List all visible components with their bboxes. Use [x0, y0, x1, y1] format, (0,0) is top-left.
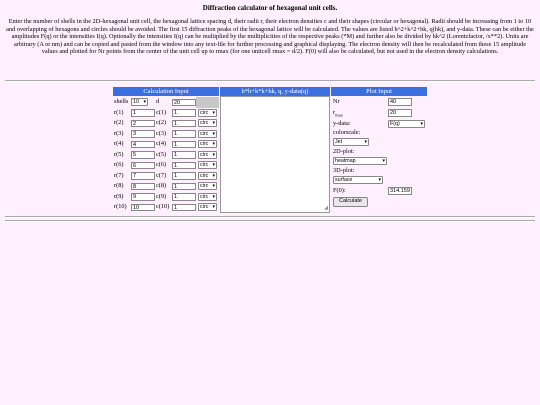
- shape-select[interactable]: [198, 151, 217, 159]
- nr-input[interactable]: 40: [388, 98, 412, 106]
- r-label: r(2): [114, 119, 124, 126]
- shape-value: circ: [200, 204, 209, 210]
- chevron-down-icon: ▾: [382, 158, 385, 164]
- shape-column-header: [196, 97, 219, 108]
- r-label: r(7): [114, 171, 124, 179]
- shape-value: circ: [200, 172, 209, 179]
- r-label: r(9): [114, 192, 124, 200]
- shape-select[interactable]: [198, 193, 217, 201]
- r-label: r(3): [114, 129, 124, 137]
- r-label: r(1): [114, 108, 124, 116]
- chevron-down-icon: ▾: [212, 193, 215, 200]
- c-label: c(7): [156, 171, 167, 179]
- shell-row: [113, 192, 219, 203]
- chevron-down-icon: ▾: [212, 109, 215, 116]
- r-input[interactable]: 8: [131, 183, 155, 191]
- r-label: r(5): [114, 150, 124, 158]
- c-label: c(9): [156, 192, 167, 200]
- chevron-down-icon: ▾: [212, 162, 215, 168]
- c-input[interactable]: 1: [172, 204, 196, 212]
- shape-value: circ: [200, 151, 209, 158]
- shell-row: [113, 150, 219, 161]
- colorscale-label: colorscale:: [333, 129, 361, 136]
- r-input[interactable]: 7: [131, 172, 155, 180]
- shape-select[interactable]: [198, 182, 217, 190]
- shape-select[interactable]: [198, 109, 217, 117]
- c-input[interactable]: 1: [172, 193, 196, 201]
- shape-select[interactable]: [198, 172, 217, 180]
- shell-row: [113, 202, 219, 213]
- plot-input-panel: [331, 96, 427, 213]
- c-input[interactable]: 1: [172, 183, 196, 191]
- shape-value: circ: [200, 183, 209, 189]
- shell-row: [113, 181, 219, 192]
- shape-select[interactable]: [198, 203, 217, 211]
- chevron-down-icon: ▾: [420, 121, 423, 127]
- output-textarea[interactable]: [220, 96, 330, 213]
- shells-value: 10: [133, 99, 139, 105]
- shape-value: circ: [200, 109, 209, 116]
- c-input[interactable]: 1: [172, 172, 196, 180]
- shape-value: circ: [200, 120, 209, 126]
- shell-row: [113, 139, 219, 150]
- shells-row: [113, 97, 219, 108]
- c-input[interactable]: 1: [172, 162, 196, 170]
- output-header: h*h+k*k+hk, q, y-data(q): [220, 87, 330, 96]
- divider-top: [5, 80, 535, 82]
- d-label: d: [156, 98, 160, 105]
- plot-input-header: Plot Input: [331, 87, 427, 96]
- intro-text: Enter the number of shells in the 2D-hexagonal unit cell, the hexagonal lattice spacing d, their radii r, their electron densities c and their shapes (circular or hexagonal). Radii should be increasing from 1 to 10 and overlapping of hexagons and circles should be avoided. The first 15 diffraction peaks of the hexagonal lattice will be calculated. The values are listed h^2+k^2+hk, q(hk), and y-data. These can be either the amplitudes F(q) or the intensities I(q). Optionally the intensities I(q) can be multiplied by the multiplicities of the respective peaks (*M) and further also be divided by hk^2 (Lorentzfactor, /x**2). Units are arbitrary (A or nm) and can be copied and pasted from the window into any text-file for further processing and graphical displaying. The electron density will then be recalculated from these 15 amplitude values and plotted for Nr points from the center of the unit cell up to rmax (for one unitcell rmax = d/2). F(0) will also be calculated, but not used in the electron density calculations.: [6, 18, 534, 56]
- ydata-label: y-data:: [333, 120, 351, 127]
- page-title: Diffraction calculator of hexagonal unit cells.: [202, 4, 338, 12]
- f0-output: 314.159: [388, 187, 412, 195]
- colorscale-select[interactable]: [333, 138, 369, 146]
- chevron-down-icon: ▾: [212, 151, 215, 158]
- shape-select[interactable]: [198, 140, 217, 148]
- r-input[interactable]: 1: [131, 109, 155, 117]
- shell-row: [113, 129, 219, 140]
- d-input[interactable]: 20: [172, 99, 196, 107]
- shell-row: [113, 160, 219, 171]
- chevron-down-icon: ▾: [212, 183, 215, 189]
- r-input[interactable]: 4: [131, 141, 155, 149]
- c-input[interactable]: 1: [172, 141, 196, 149]
- r-input[interactable]: 10: [131, 204, 155, 212]
- r-input[interactable]: 9: [131, 193, 155, 201]
- r-label: r(4): [114, 140, 124, 147]
- r-label: r(10): [114, 203, 127, 210]
- ydata-select[interactable]: [388, 120, 425, 128]
- shell-row: [113, 118, 219, 129]
- c-label: c(6): [156, 161, 167, 168]
- plot3d-label: 3D-plot:: [333, 167, 355, 174]
- r-input[interactable]: 6: [131, 162, 155, 170]
- chevron-down-icon: ▾: [212, 130, 215, 137]
- shell-row: [113, 171, 219, 182]
- f0-label: F(0):: [333, 187, 346, 194]
- calculate-button[interactable]: Calculate: [333, 197, 368, 207]
- r-input[interactable]: 3: [131, 130, 155, 138]
- shape-select[interactable]: [198, 130, 217, 138]
- r-label: r(6): [114, 161, 124, 168]
- shells-label: shells: [114, 98, 129, 105]
- plot2d-label: 2D-plot:: [333, 148, 355, 155]
- c-input[interactable]: 1: [172, 120, 196, 128]
- colorscale-value: Jet: [335, 139, 343, 145]
- ydata-value: F(q): [390, 121, 400, 127]
- resize-grip-icon[interactable]: ◢: [324, 206, 328, 211]
- shells-select[interactable]: [131, 98, 148, 106]
- divider-bottom: [5, 220, 535, 222]
- c-label: c(8): [156, 182, 167, 189]
- c-input[interactable]: 1: [172, 151, 196, 159]
- r-input[interactable]: 2: [131, 120, 155, 128]
- c-input[interactable]: 1: [172, 109, 196, 117]
- c-label: c(4): [156, 140, 167, 147]
- c-input[interactable]: 1: [172, 130, 196, 138]
- plot3d-value: surface: [335, 177, 353, 183]
- c-label: c(1): [156, 108, 167, 116]
- plot2d-select[interactable]: [333, 157, 387, 165]
- rmax-label: $r_{max}$: [333, 109, 343, 118]
- r-input[interactable]: 5: [131, 151, 155, 159]
- shape-value: circ: [200, 130, 209, 137]
- calc-input-header: Calculation Input: [113, 87, 219, 96]
- chevron-down-icon: ▾: [143, 99, 146, 105]
- chevron-down-icon: ▾: [212, 141, 215, 147]
- chevron-down-icon: ▾: [212, 120, 215, 126]
- chevron-down-icon: ▾: [378, 177, 381, 183]
- plot3d-select[interactable]: [333, 176, 383, 184]
- shape-value: circ: [200, 141, 209, 147]
- shape-value: circ: [200, 162, 209, 168]
- calc-input-panel: [113, 96, 219, 213]
- shape-value: circ: [200, 193, 209, 200]
- plot2d-value: heatmap: [335, 158, 356, 164]
- c-label: c(3): [156, 129, 167, 137]
- rmax-subscript: max: [335, 112, 343, 118]
- c-label: c(5): [156, 150, 167, 158]
- shell-row: [113, 108, 219, 119]
- chevron-down-icon: ▾: [212, 172, 215, 179]
- chevron-down-icon: ▾: [364, 139, 367, 145]
- divider-mid: [5, 216, 535, 218]
- c-label: c(10): [156, 203, 170, 210]
- shape-select[interactable]: [198, 119, 217, 127]
- c-label: c(2): [156, 119, 167, 126]
- shape-select[interactable]: [198, 161, 217, 169]
- chevron-down-icon: ▾: [212, 204, 215, 210]
- r-label: r(8): [114, 182, 124, 189]
- rmax-input[interactable]: 20: [388, 109, 412, 117]
- nr-label: Nr: [333, 98, 340, 105]
